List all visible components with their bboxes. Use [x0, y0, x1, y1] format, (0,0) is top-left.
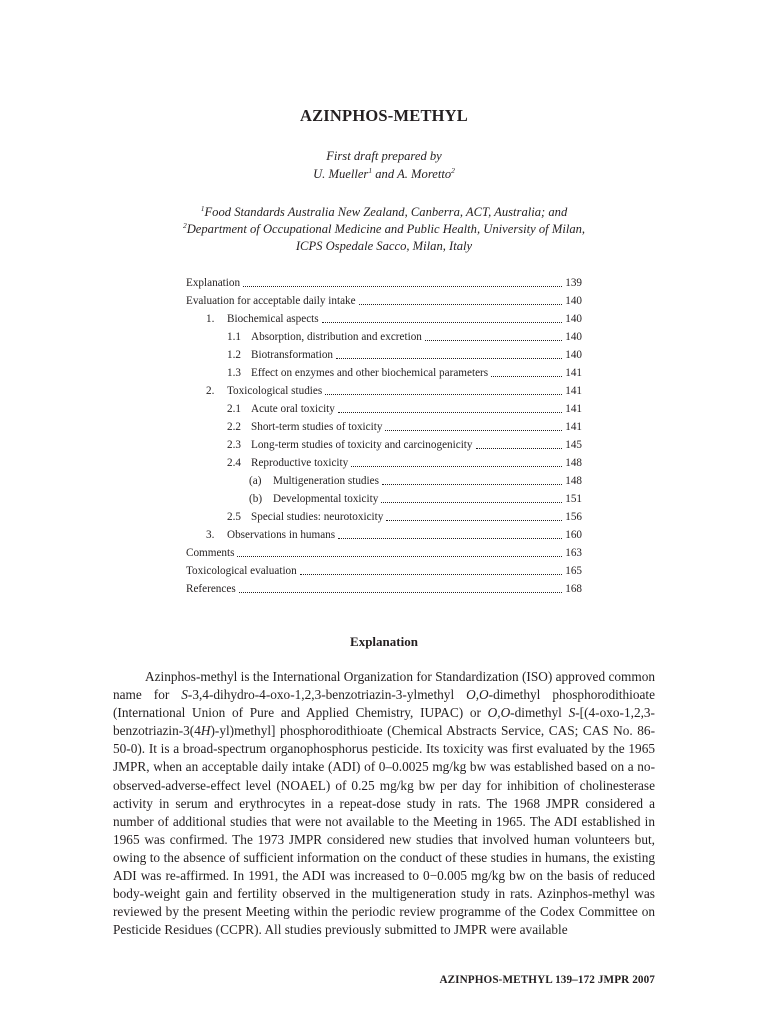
section-heading-explanation: Explanation	[350, 634, 418, 649]
paragraph-italic: H	[200, 723, 211, 739]
toc-page: 145	[565, 439, 582, 451]
paragraph-text: -[(4-oxo-1,2,3-benzotriazin-3(4	[113, 705, 655, 739]
paragraph-italic: S	[181, 687, 188, 703]
toc-page: 140	[565, 349, 582, 361]
toc-leader	[325, 382, 562, 395]
toc-page: 156	[565, 511, 582, 523]
toc-label: Toxicological evaluation	[186, 565, 297, 577]
toc-item[interactable]	[186, 508, 582, 526]
paragraph-italic: S	[568, 705, 576, 721]
toc-label: Reproductive toxicity	[251, 457, 349, 469]
toc-item[interactable]	[186, 580, 582, 598]
toc-label: Biotransformation	[251, 349, 334, 361]
toc-item[interactable]	[186, 472, 582, 490]
toc-leader	[476, 436, 563, 449]
toc-label: Effect on enzymes and other biochemical parameters	[251, 367, 489, 379]
author-conjunction: and	[372, 167, 398, 181]
author-2: A. Moretto	[397, 167, 452, 181]
toc-number: (b)	[249, 493, 263, 505]
toc-item[interactable]	[186, 526, 582, 544]
affiliation-line-3: ICPS Ospedale Sacco, Milan, Italy	[295, 239, 473, 253]
paragraph-text: )-yl)methyl] phosphorodithioate (Chemical Abstracts Service, CAS; CAS No. 86-50-0). It is a broad-spectrum organophosphorus pesticide. Its toxicity was first evaluated by the 1965 JMPR, when an acceptable daily intake (ADI) of 0–0.0025 mg/kg bw was established based on a no-observed-adverse-effect level (NOAEL) of 0.25 mg/kg bw per day for inhibition of cholinesterase activity in serum and erythrocytes in a repeat-dose study in rats. The 1968 JMPR considered a number of additional studies that were not available to the Meeting in 1965. The ADI established in 1965 was confirmed. The 1973 JMPR considered new studies that involved human volunteers but, owing to the absence of sufficient information on the conduct of these studies in humans, the existing ADI was re-affirmed. In 1991, the ADI was increased to 0−0.005 mg/kg bw on the basis of reduced body-weight gain and fertility observed in the multigeneration study in rats. Azinphos-methyl was reviewed by the present Meeting within the periodic review programme of the Codex Committee on Pesticide Residues (CCPR). All studies previously submitted to JMPR were available	[113, 723, 655, 938]
toc-leader	[322, 310, 563, 323]
toc-label: Acute oral toxicity	[251, 403, 335, 415]
toc-number: 1.1	[227, 331, 241, 343]
toc-page: 140	[565, 295, 582, 307]
toc-page: 148	[565, 457, 582, 469]
author-1-sup: 1	[368, 166, 373, 175]
toc-page: 168	[565, 583, 582, 595]
affiliation-1-text: Food Standards Australia New Zealand, Canberra, ACT, Australia; and	[204, 205, 568, 219]
toc-number: 2.	[206, 385, 215, 397]
toc-item[interactable]	[186, 400, 582, 418]
affiliation-line-2	[0, 221, 768, 238]
affiliation-2-text: Department of Occupational Medicine and Public Health, University of Milan,	[186, 222, 586, 236]
toc-number: 2.1	[227, 403, 241, 415]
toc-label: References	[186, 583, 236, 595]
paragraph-text: -dimethyl phosphorodithioate (International Union of Pure and Applied Chemistry, IUPAC) or	[113, 687, 655, 721]
toc-page: 141	[565, 403, 582, 415]
paragraph-text: -dimethyl	[510, 705, 569, 721]
toc-leader	[338, 526, 562, 539]
page-footer: AZINPHOS-METHYL 139–172 JMPR 2007	[439, 974, 655, 986]
toc-leader	[300, 562, 562, 575]
toc-leader	[491, 364, 562, 377]
toc-page: 148	[565, 475, 582, 487]
toc-leader	[381, 490, 562, 503]
toc-page: 151	[565, 493, 582, 505]
toc-number: 1.	[206, 313, 215, 325]
affiliation-1-sup: 1	[200, 204, 205, 213]
toc-label: Multigeneration studies	[273, 475, 379, 487]
toc-label: Special studies: neurotoxicity	[251, 511, 384, 523]
toc-label: Short-term studies of toxicity	[251, 421, 383, 433]
affiliation-line-1	[0, 204, 768, 221]
paragraph-text: -3,4-dihydro-4-oxo-1,2,3-benzotriazin-3-ylmethyl	[187, 687, 467, 703]
toc-label: Biochemical aspects	[227, 313, 319, 325]
toc-number: 1.3	[227, 367, 241, 379]
toc-page: 140	[565, 331, 582, 343]
toc-item[interactable]	[186, 292, 582, 310]
toc-item[interactable]	[186, 490, 582, 508]
author-2-sup: 2	[451, 166, 455, 175]
toc-number: 2.5	[227, 511, 241, 523]
paragraph-italic: O,O	[487, 705, 511, 721]
author-block	[0, 147, 768, 183]
toc-label: Observations in humans	[227, 529, 336, 541]
toc-leader	[385, 418, 562, 431]
toc-number: 1.2	[227, 349, 241, 361]
toc-leader	[239, 580, 563, 593]
toc-page: 141	[565, 421, 582, 433]
toc-label: Comments	[186, 547, 235, 559]
toc-item[interactable]	[186, 310, 582, 328]
toc-page: 141	[565, 367, 582, 379]
toc-label: Explanation	[186, 277, 241, 289]
toc-page: 160	[565, 529, 582, 541]
toc-number: 3.	[206, 529, 215, 541]
toc-leader	[351, 454, 562, 467]
toc-leader	[386, 508, 562, 521]
toc-leader	[359, 292, 563, 305]
toc-page: 139	[565, 277, 582, 289]
explanation-paragraph	[113, 668, 655, 939]
toc-label: Toxicological studies	[227, 385, 323, 397]
toc-label: Evaluation for acceptable daily intake	[186, 295, 356, 307]
toc-leader	[382, 472, 562, 485]
toc-number: 2.2	[227, 421, 241, 433]
draft-line: First draft prepared by	[326, 149, 442, 163]
toc-item[interactable]	[186, 364, 582, 382]
toc-page: 140	[565, 313, 582, 325]
affiliation-2-sup: 2	[182, 221, 187, 230]
table-of-contents	[186, 274, 582, 598]
toc-label: Long-term studies of toxicity and carcinogenicity	[251, 439, 473, 451]
paragraph-italic: O,O	[466, 687, 489, 703]
author-1: U. Mueller	[313, 167, 369, 181]
toc-item[interactable]	[186, 544, 582, 562]
toc-item[interactable]	[186, 454, 582, 472]
toc-number: (a)	[249, 475, 262, 487]
toc-item[interactable]	[186, 436, 582, 454]
toc-leader	[243, 274, 562, 287]
toc-number: 2.3	[227, 439, 241, 451]
toc-page: 165	[565, 565, 582, 577]
toc-number: 2.4	[227, 457, 241, 469]
toc-item[interactable]	[186, 382, 582, 400]
toc-item[interactable]	[186, 562, 582, 580]
toc-leader	[237, 544, 562, 557]
toc-leader	[338, 400, 562, 413]
toc-leader	[425, 328, 562, 341]
paragraph-text: Azinphos-methyl is the International Organization for Standardization (ISO) approved common name for	[113, 669, 655, 703]
toc-leader	[336, 346, 562, 359]
affiliation-block	[0, 204, 768, 255]
toc-label: Developmental toxicity	[273, 493, 379, 505]
toc-item[interactable]	[186, 418, 582, 436]
toc-page: 141	[565, 385, 582, 397]
toc-page: 163	[565, 547, 582, 559]
toc-item[interactable]	[186, 274, 582, 292]
author-line	[0, 165, 768, 183]
document-title: AZINPHOS-METHYL	[299, 106, 469, 125]
toc-item[interactable]	[186, 328, 582, 346]
toc-label: Absorption, distribution and excretion	[251, 331, 422, 343]
toc-item[interactable]	[186, 346, 582, 364]
